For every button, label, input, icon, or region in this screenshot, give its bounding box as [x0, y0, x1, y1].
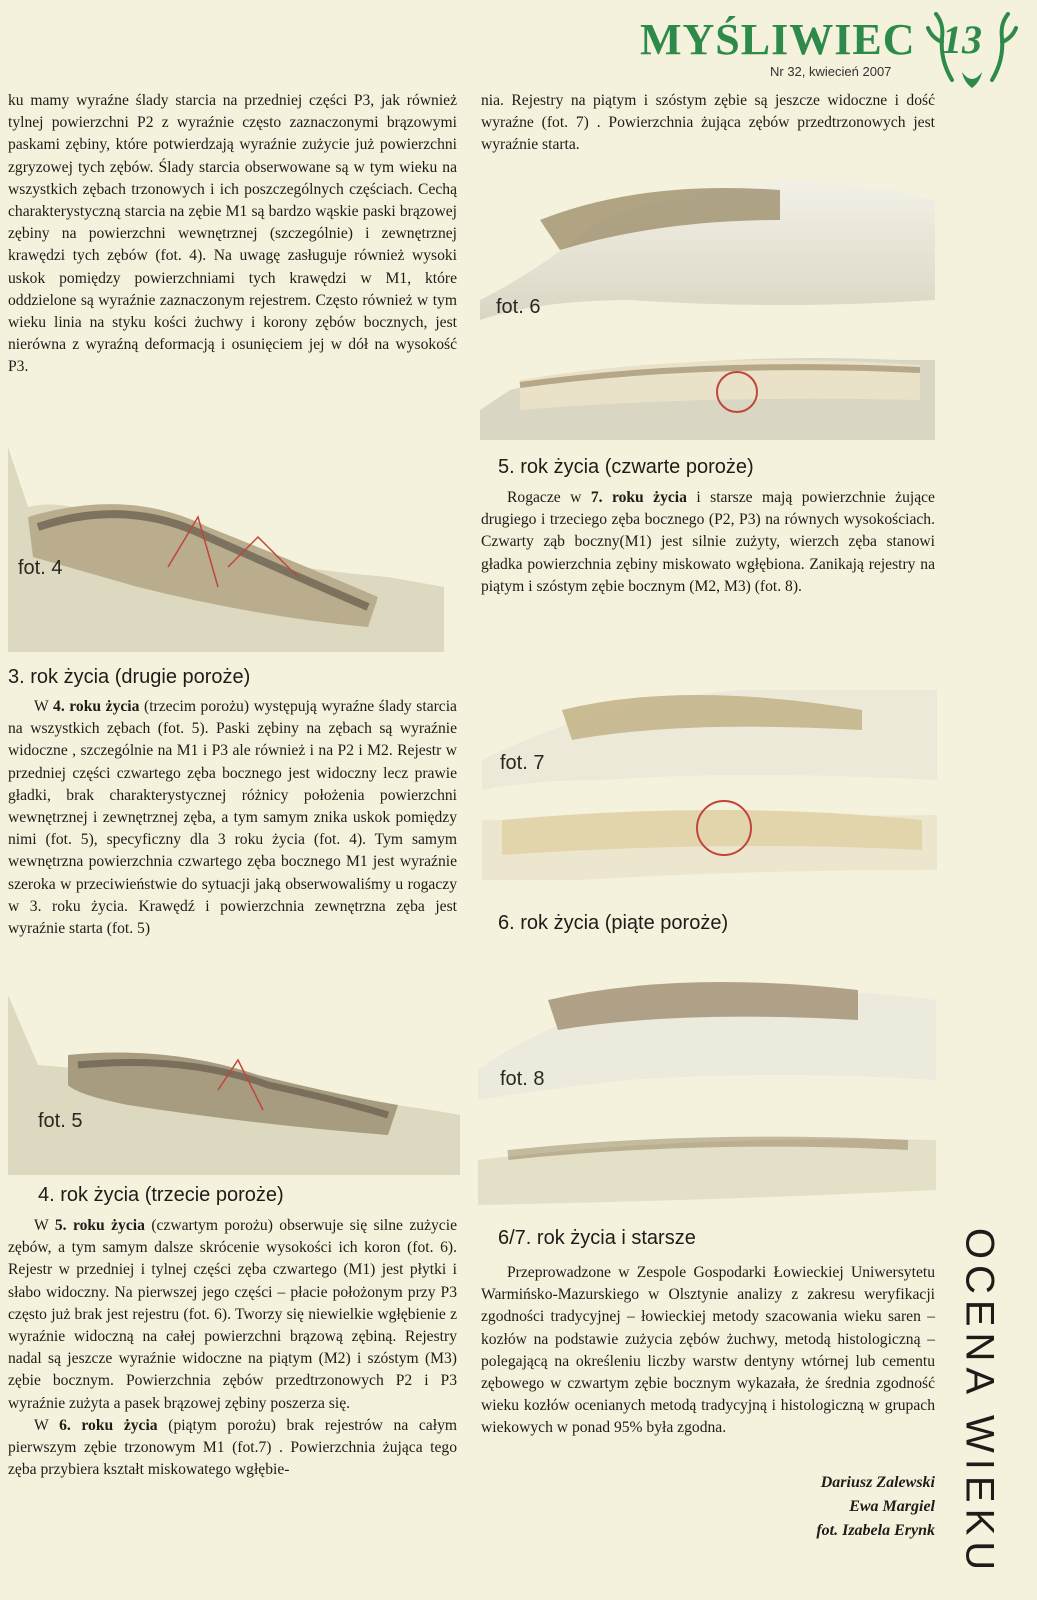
jaw-image: [480, 160, 935, 440]
section3-text: [8, 696, 457, 940]
section4-text: [8, 1215, 457, 1481]
photo-fot7: [482, 670, 937, 890]
photo-fot5: [8, 995, 460, 1175]
col1-top-text: [8, 90, 457, 379]
section7-heading: 6/7. rok życia i starsze: [498, 1227, 696, 1249]
masthead: [640, 10, 1030, 90]
magazine-title: MYŚLIWIEC: [640, 15, 916, 64]
paragraph: W 5. roku życia (czwartym porożu) obserwuje się silne zużycie zębów, a tym samym dalsze skrócenie wysokości ich koron (fot. 6). Rejestr w przedniej i tylnej części zęba czwartego (M1) jest płytki i słabo widoczny. Na pierwszej jego części – płacie położonym przy P3 często już brak jest rejestru (fot. 6). Tworzy się niewielkie wgłębienie z wyraźnie widoczną na całej powierzchni brązową zębiną. Rejestry nadal są jeszcze wyraźnie widoczne na piątym (M2) i szóstym (M3) zębie bocznym. Powierzchnia zębów przedtrzonowych P2 i P3 wyraźnie zużyta a pasek brązowej zębiny poszerza się.: [8, 1217, 457, 1412]
jaw-image: [8, 995, 460, 1175]
paragraph: Przeprowadzone w Zespole Gospodarki Łowieckiej Uniwersytetu Warmińsko-Mazurskiego w Olsztynie analizy z zakresu weryfikacji zgodności tradycyjnej – łowieckiej metody szacowania wieku saren – kozłów na podstawie zużycia zębów żuchwy, metodą histologiczną – polegającą na określeniu liczby warstw dentyny wtórnej lub cementu zębowego w czwartym zębie bocznym wykazała, że średnia zgodność wieku kozłów ocenianych metodą tradycyjną i histologiczną w grupach wiekowych w ponad 95% była zgodna.: [481, 1264, 935, 1437]
section5-heading: 5. rok życia (czwarte poroże): [498, 456, 754, 478]
page-number: 13: [942, 17, 982, 62]
section3-heading: 3. rok życia (drugie poroże): [8, 666, 251, 688]
fot6-label: fot. 6: [496, 296, 541, 318]
photo-fot6: [480, 160, 935, 440]
photo-fot4: [8, 447, 444, 652]
paragraph: Rogacze w 7. roku życia i starsze mają powierzchnie żujące drugiego i trzeciego zęba bocznego (P2, P3) na równych wysokościach. Czwarty ząb boczny(M1) jest silnie zużyty, wierzch zęba stanowi gładka powierzchnia zębiny miskowato wgłębiona. Zanikają rejestry na piątym i szóstym zębie bocznym (M2, M3) (fot. 8).: [481, 489, 935, 595]
section4-heading: 4. rok życia (trzecie poroże): [38, 1184, 284, 1206]
paragraph: W 4. roku życia (trzecim porożu) występują wyraźne ślady starcia na wszystkich zębach (fot. 5). Paski zębiny na zębach są wyraźnie widoczne , szczególnie na M1 i P3 ale również i na P2 i M2. Rejestr w przedniej części czwartego zęba bocznego jest widoczny lecz prawie gładki, brak charakterystycznej różnicy położenia powierzchni wewnętrznej i zewnętrznej zęba, a tym samym znika uskok pomiędzy nimi (fot. 5), specyficzny dla 3 roku życia (fot. 4). Tym samym wewnętrzna powierzchnia czwartego zęba bocznego M1 jest wyraźnie szeroka w przeciwieństwie do sytuacji jaką obserwowaliśmy u rogaczy w 3. roku życia. Krawędź i powierzchnia zewnętrzna zęba jest wyraźnie starta (fot. 5): [8, 698, 457, 938]
section7-text: [481, 1262, 935, 1440]
photo-fot8: [478, 960, 936, 1220]
issue-info: Nr 32, kwiecień 2007: [770, 64, 892, 79]
side-label-text: OCENA WIEKU: [957, 1227, 1002, 1577]
author-2: Ewa Margiel: [849, 1498, 935, 1515]
fot4-label: fot. 4: [18, 557, 63, 579]
author-1: Dariusz Zalewski: [820, 1474, 935, 1491]
section5-text: [481, 487, 935, 598]
fot5-label: fot. 5: [38, 1110, 83, 1132]
col2-top-text: [481, 90, 935, 157]
paragraph: W 6. roku życia (piątym porożu) brak rejestrów na całym pierwszym zębie trzonowym M1 (fot.7) . Powierzchnia żująca tego zęba przybiera kształt miskowatego wgłębie-: [8, 1416, 457, 1479]
photo-credit: fot. Izabela Erynk: [816, 1522, 935, 1539]
paragraph: ku mamy wyraźne ślady starcia na przedniej części P3, jak również tylnej powierzchni P2 z wyraźnie często zaznaczonymi brązowymi paskami zębiny, które potwierdzają wyraźnie zużycie już powierzchni zgryzowej tych zębów. Ślady starcia obserwowane są w tym wieku na wszystkich zębach trzonowych i ich poszczególnych częściach. Cechą charakterystyczną starcia na zębie M1 są bardzo wąskie paski brązowej zębiny na powierzchni wewnętrznej (szczególnie) i zewnętrznej krawędzi tych zębów (fot. 4). Na uwagę zasługuje również wysoki uskok pomiędzy powierzchniami tych krawędzi w M1, które oddzielone są wyraźnie zaznaczonym rejestrem. Często również w tym wieku linia na styku kości żuchwy i korony zębów bocznych, jest nierówna z wyraźną deformacją i osunięciem jej w dół na wysokość P3.: [8, 92, 457, 376]
side-label: [936, 1227, 1022, 1577]
jaw-image: [478, 960, 936, 1220]
jaw-image: [8, 447, 444, 652]
jaw-image: [482, 670, 937, 890]
paragraph: nia. Rejestry na piątym i szóstym zębie są jeszcze widoczne i dość wyraźne (fot. 7) . Powierzchnia żująca zębów przedtrzonowych jest wyraźnie starta.: [481, 92, 935, 154]
fot8-label: fot. 8: [500, 1068, 545, 1090]
section6-heading: 6. rok życia (piąte poroże): [498, 912, 729, 934]
fot7-label: fot. 7: [500, 752, 545, 774]
